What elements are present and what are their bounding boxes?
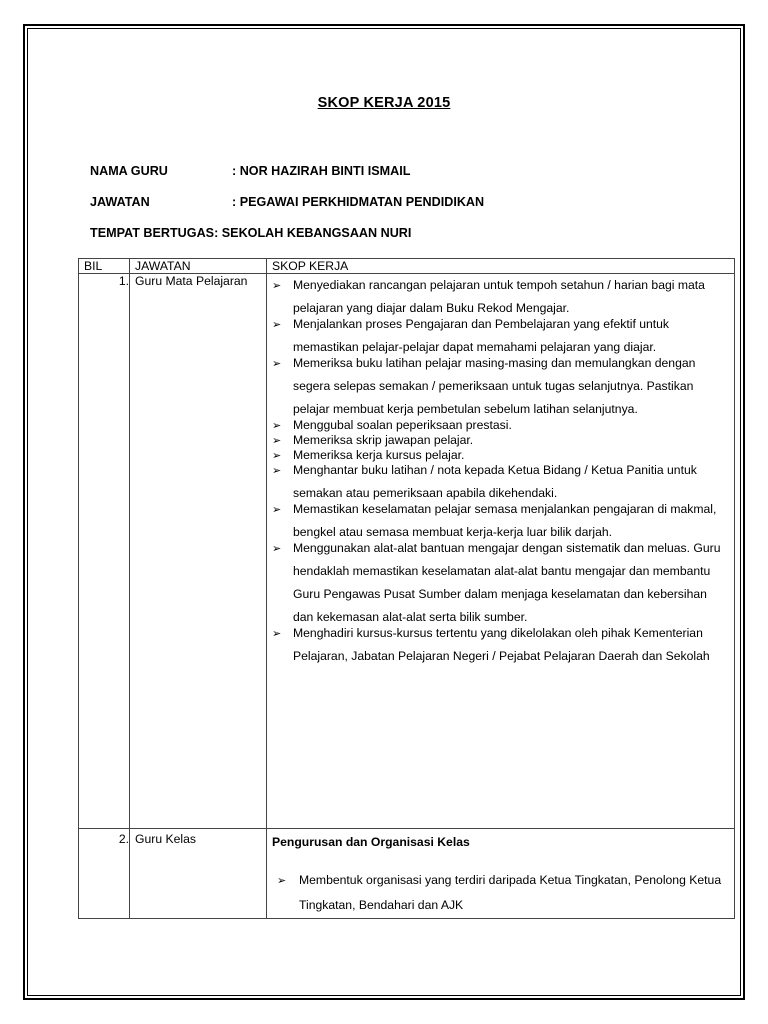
info-label: NAMA GURU bbox=[90, 164, 168, 178]
row-bil: 1. bbox=[79, 274, 130, 829]
scope-table bbox=[78, 258, 735, 919]
info-value: : NOR HAZIRAH BINTI ISMAIL bbox=[232, 164, 411, 178]
header-bil: BIL bbox=[79, 259, 130, 274]
header-jawatan: JAWATAN bbox=[130, 259, 267, 274]
scope-list bbox=[272, 868, 734, 918]
list-item: ➢ Menggubal soalan peperiksaan prestasi. bbox=[272, 414, 728, 437]
info-row-jawatan bbox=[90, 195, 484, 209]
row-jawatan: Guru Mata Pelajaran bbox=[135, 274, 248, 288]
list-item: ➢ Menjalankan proses Pengajaran dan Pembelajaran yang efektif untuk memastikan pelajar-pelajar dapat memahami pelajaran yang diajar. bbox=[272, 313, 728, 359]
info-value: : PEGAWAI PERKHIDMATAN PENDIDIKAN bbox=[232, 195, 485, 209]
list-item: ➢ Menyediakan rancangan pelajaran untuk tempoh setahun / harian bagi mata pelajaran yang diajar dalam Buku Rekod Mengajar. bbox=[272, 274, 728, 320]
info-label: JAWATAN bbox=[90, 195, 150, 209]
document-title: SKOP KERJA 2015 bbox=[317, 95, 451, 111]
list-item: ➢ Memeriksa skrip jawapan pelajar. bbox=[272, 429, 728, 452]
info-value: : SEKOLAH KEBANGSAAN NURI bbox=[214, 226, 412, 240]
row-skop-cell bbox=[267, 274, 735, 829]
list-item: ➢ Memeriksa buku latihan pelajar masing-masing dan memulangkan dengan segera selepas semakan / pemeriksaan untuk tugas selanjutnya. Pastikan pelajar membuat kerja pembetulan sebelum latihan selanjutnya. bbox=[272, 352, 728, 421]
scope-list bbox=[272, 274, 734, 676]
list-item: ➢ Memastikan keselamatan pelajar semasa menjalankan pengajaran di makmal, bengkel atau semasa membuat kerja-kerja luar bilik darjah. bbox=[272, 498, 728, 544]
row-jawatan-cell bbox=[130, 274, 267, 829]
row-jawatan: Guru Kelas bbox=[130, 829, 267, 919]
list-item: ➢ Menghantar buku latihan / nota kepada Ketua Bidang / Ketua Panitia untuk semakan atau pemeriksaan apabila dikehendaki. bbox=[272, 459, 728, 505]
info-label: TEMPAT BERTUGAS bbox=[90, 226, 215, 240]
list-item: ➢ Memeriksa kerja kursus pelajar. bbox=[272, 444, 728, 467]
table-row bbox=[79, 274, 735, 829]
list-item: ➢ Menghadiri kursus-kursus tertentu yang dikelolakan oleh pihak Kementerian Pelajaran, Jabatan Pelajaran Negeri / Pejabat Pelajaran Daerah dan Sekolah bbox=[272, 622, 728, 668]
row-bil: 2. bbox=[79, 829, 130, 919]
info-row-tempat-bertugas bbox=[90, 226, 411, 240]
table-row bbox=[79, 829, 735, 919]
header-skop-kerja: SKOP KERJA bbox=[267, 259, 735, 274]
list-item: ➢ Membentuk organisasi yang terdiri daripada Ketua Tingkatan, Penolong Ketua Tingkatan, Bendahari dan AJK bbox=[272, 868, 728, 918]
row-skop-cell bbox=[267, 829, 735, 919]
section-heading: Pengurusan dan Organisasi Kelas bbox=[272, 835, 470, 849]
info-row-nama-guru bbox=[90, 164, 410, 178]
list-item: ➢ Menggunakan alat-alat bantuan mengajar dengan sistematik dan meluas. Guru hendaklah memastikan keselamatan alat-alat bantu mengajar dan membantu Guru Pengawas Pusat Sumber dalam menjaga keselamatan dan kebersihan dan kekemasan alat-alat serta bilik sumber. bbox=[272, 537, 728, 629]
